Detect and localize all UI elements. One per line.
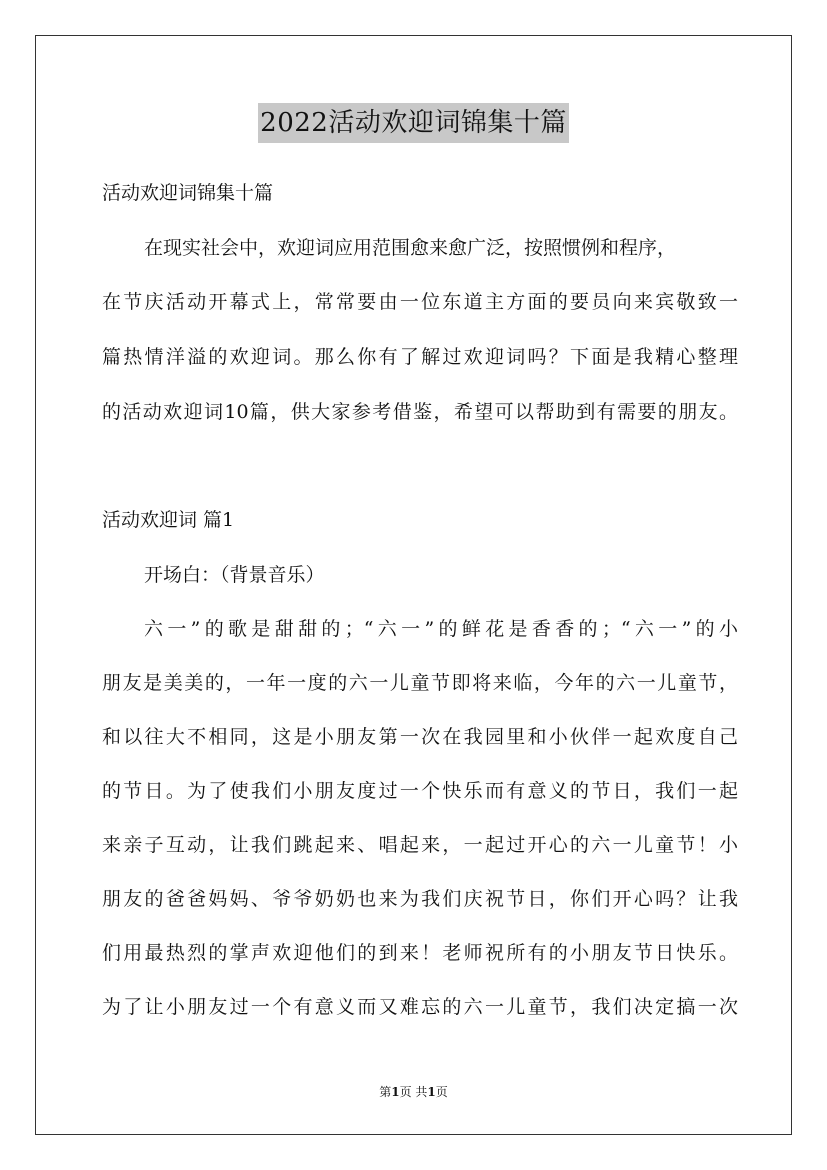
body-line-7: 们用最热烈的掌声欢迎他们的到来！老师祝所有的小朋友节日快乐。 [102,942,738,964]
body-line-5: 来亲子互动，让我们跳起来、唱起来，一起过开心的六一儿童节！小 [102,834,738,856]
body-line-8: 为了让小朋友过一个有意义而又难忘的六一儿童节，我们决定搞一次 [102,996,738,1018]
footer-prefix: 第 [379,1085,392,1099]
footer-total-number: 1 [427,1085,436,1099]
body-line-4: 的节日。为了使我们小朋友度过一个快乐而有意义的节日，我们一起 [102,780,738,802]
subtitle: 活动欢迎词锦集十篇 [102,182,274,204]
intro-line-4: 的活动欢迎词10篇，供大家参考借鉴，希望可以帮助到有需要的朋友。 [102,401,738,423]
title-container [0,103,827,143]
page-footer [0,1084,827,1100]
opening-line: 开场白：（背景音乐） [144,564,325,586]
footer-mid: 页 共 [399,1085,428,1099]
body-line-2: 朋友是美美的，一年一度的六一儿童节即将来临，今年的六一儿童节， [102,672,738,694]
footer-suffix: 页 [435,1085,448,1099]
footer-page-number: 1 [391,1085,400,1099]
intro-line-3: 篇热情洋溢的欢迎词。那么你有了解过欢迎词吗？下面是我精心整理 [102,346,738,368]
body-line-6: 朋友的爸爸妈妈、爷爷奶奶也来为我们庆祝节日，你们开心吗？让我 [102,888,738,910]
body-line-1: 六一”的歌是甜甜的；“六一”的鲜花是香香的；“六一”的小 [144,618,738,640]
intro-line-2: 在节庆活动开幕式上，常常要由一位东道主方面的要员向来宾敬致一 [102,291,738,313]
document-title: 2022活动欢迎词锦集十篇 [258,103,569,143]
intro-line-1: 在现实社会中，欢迎词应用范围愈来愈广泛，按照惯例和程序， [144,237,677,259]
section-heading: 活动欢迎词 篇1 [102,509,235,531]
body-line-3: 和以往大不相同，这是小朋友第一次在我园里和小伙伴一起欢度自己 [102,726,738,748]
